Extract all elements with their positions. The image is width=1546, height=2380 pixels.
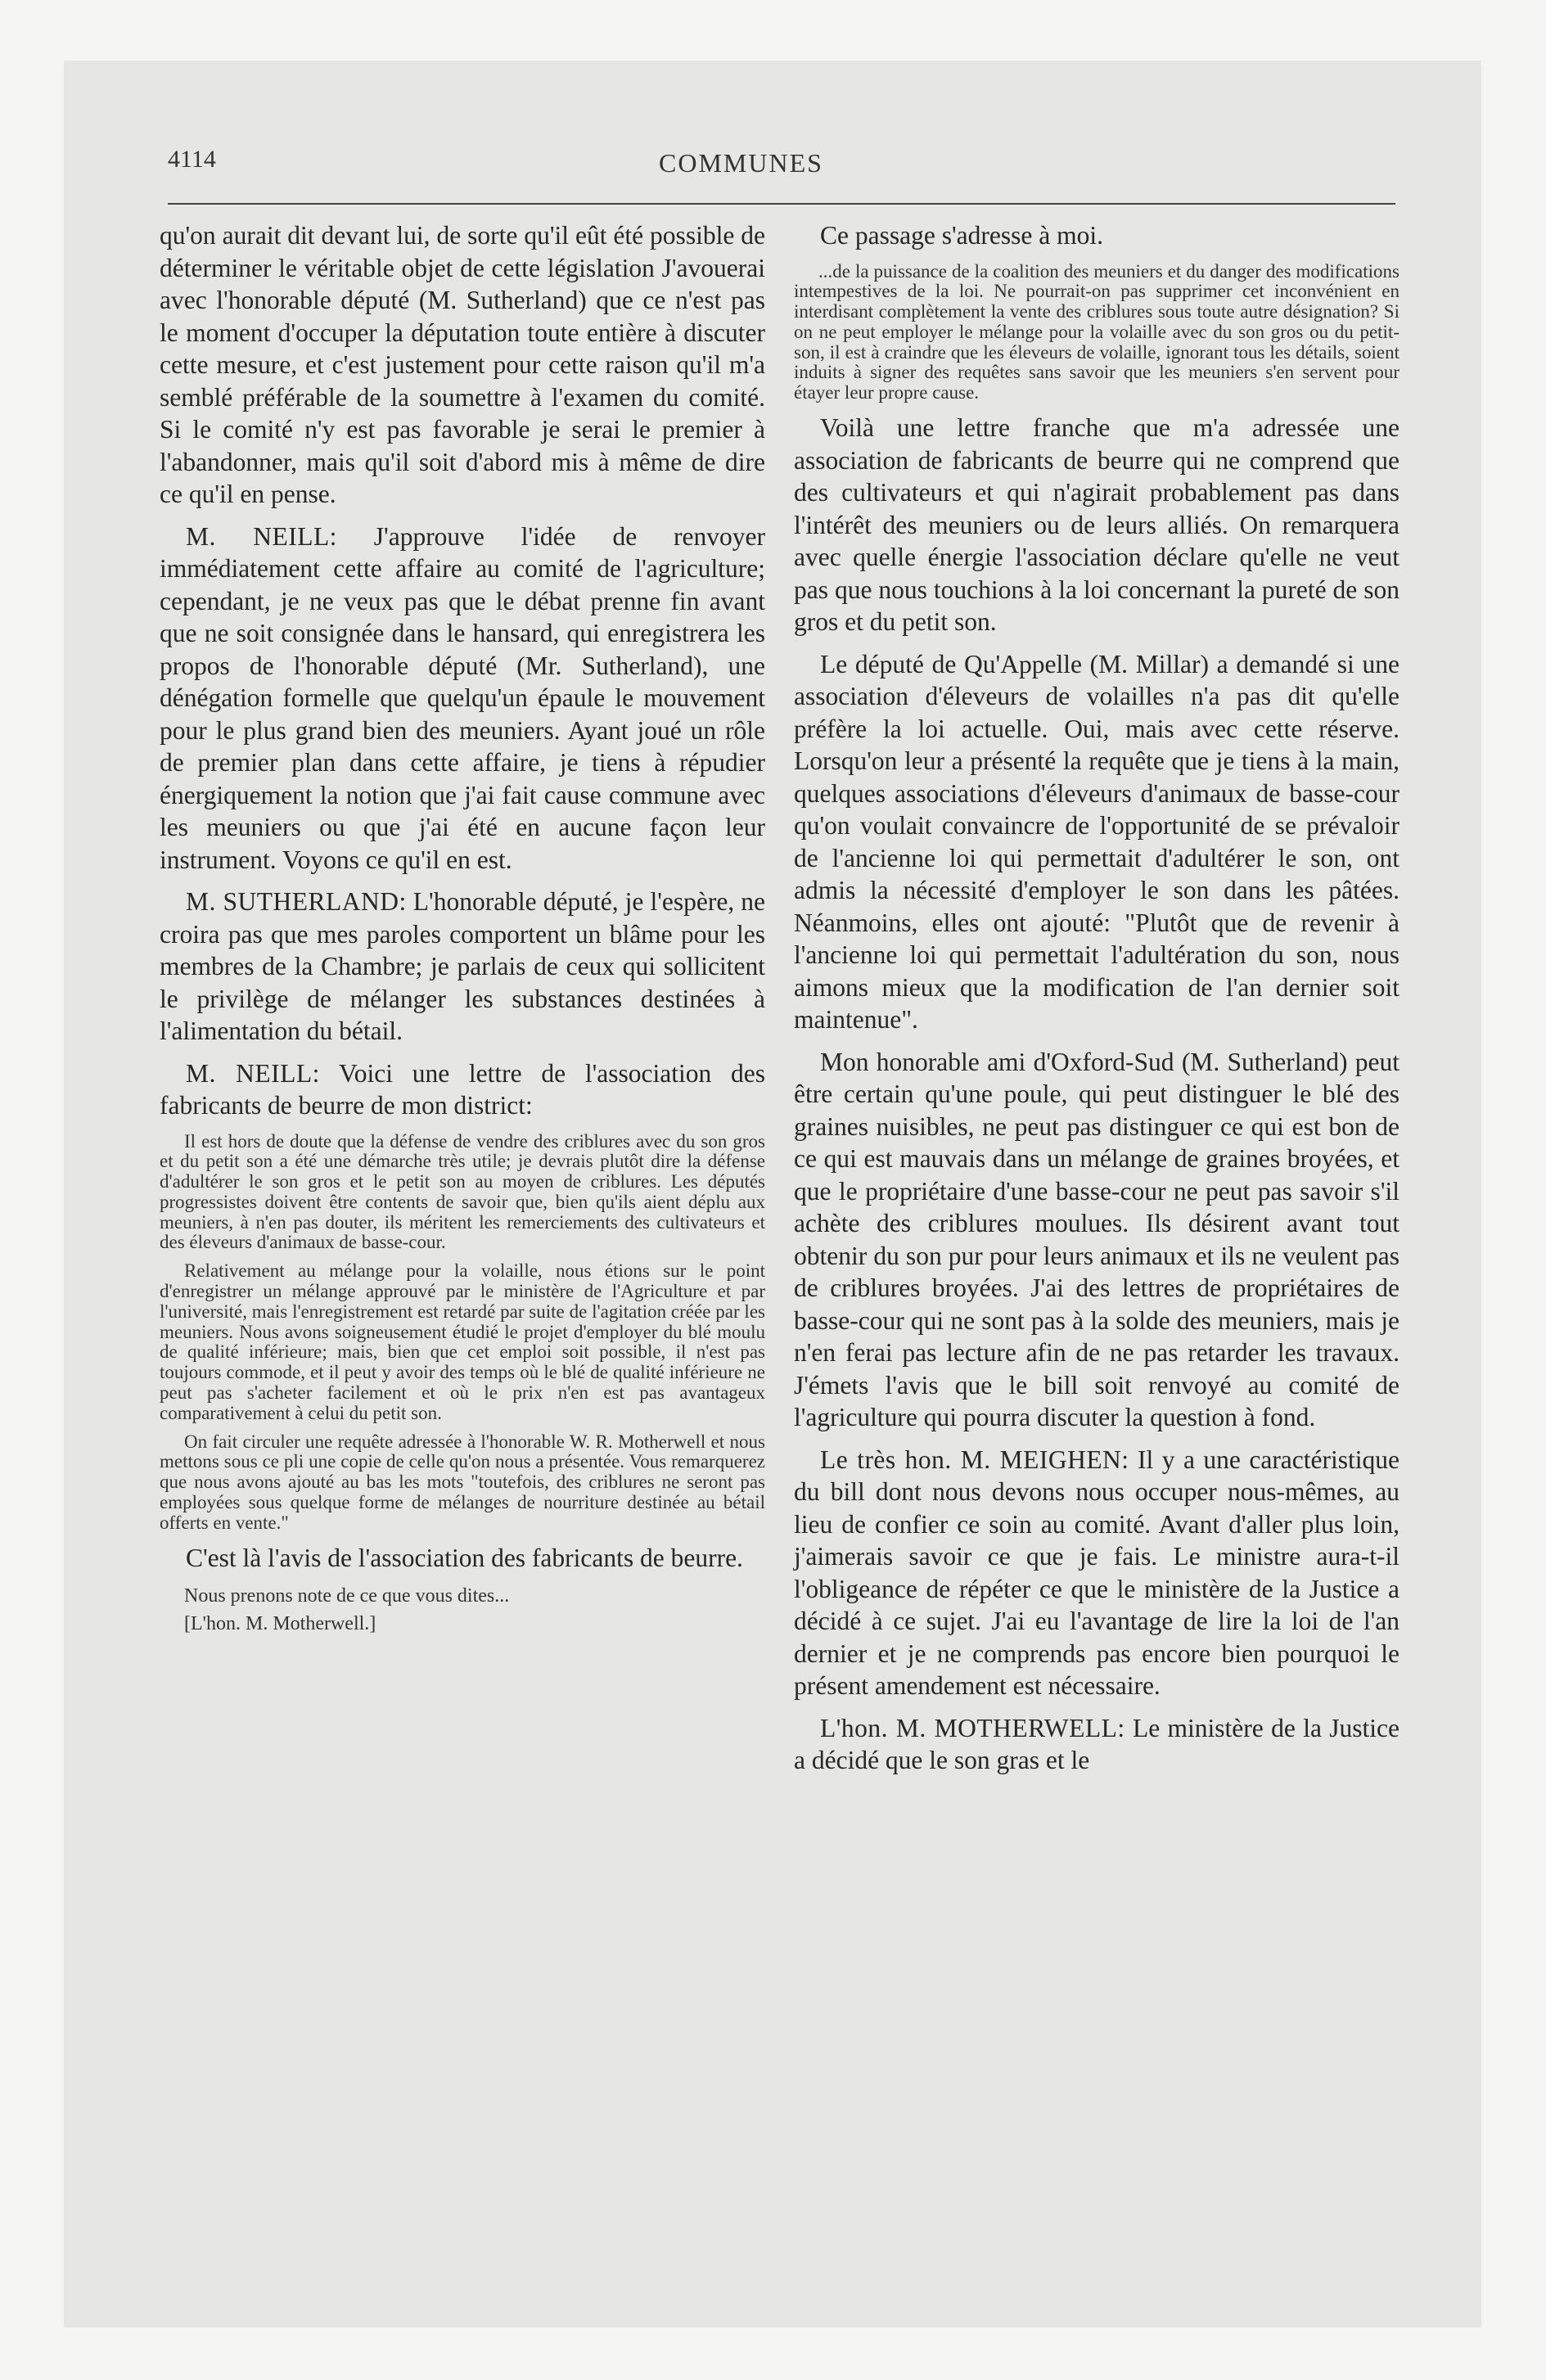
speech-text: J'approuve l'idée de renvoyer immédiatement cette affaire au comité de l'agriculture; cependant, je ne veux pas que le débat prenne fin avant que ne soit consignée dans le hansard, qui enregistrera les propos de l'honorable député (Mr. Sutherland), une dénégation formelle que quelqu'un épaule le mouvement pour le plus grand bien des meuniers. Ayant joué un rôle de premier plan dans cette affaire, je tiens à répudier énergiquement la notion que j'ai fait cause commune avec les meuniers ou que j'ai été en aucune façon leur instrument. Voyons ce qu'il en est. xyxy=(160,521,765,874)
paragraph: Ce passage s'adresse à moi. xyxy=(820,221,1103,250)
paragraph: C'est là l'avis de l'association des fabricants de beurre. xyxy=(186,1543,743,1572)
header-rule xyxy=(168,203,1395,205)
speaker-name: M. NEILL: xyxy=(186,1058,320,1088)
speech-text: L'honorable député, je l'espère, ne croira pas que mes paroles comportent un blâme pour les membres de la Chambre; je parlais de ceux qui sollicitent le privilège de mélanger les substances destinées à l'alimentation du bétail. xyxy=(160,887,765,1045)
quoted-letter: On fait circuler une requête adressée à l'honorable W. R. Motherwell et nous mettons sous ce pli une copie de celle qu'on nous a présentée. Vous remarquerez que nous avons ajouté au bas les mots "toutefois, des criblures ne seront pas employées sous quelque forme de mélanges de nourriture destinée au bétail offerts en vente." xyxy=(160,1431,765,1533)
paragraph xyxy=(160,886,765,1048)
paragraph xyxy=(160,521,765,877)
paragraph xyxy=(160,1057,765,1122)
paragraph xyxy=(794,1712,1400,1777)
paragraph: Le député de Qu'Appelle (M. Millar) a demandé si une association d'éleveurs de volailles n'a pas dit qu'elle préfère la loi actuelle. Oui, mais avec cette réserve. Lorsqu'on leur a présenté la requête que je tiens à la main, quelques associations d'éleveurs d'animaux de basse-cour qu'on voulait convaincre de l'opportunité de se prévaloir de l'ancienne loi qui permettait d'adultérer le son, ont admis la nécessité d'employer le son dans les pâtées. Néanmoins, elles ont ajouté: "Plutôt que de revenir à l'ancienne loi qui permettait l'adultération du son, nous aimons mieux que la modification de l'an dernier soit maintenue". xyxy=(794,649,1400,1034)
running-title: COMMUNES xyxy=(659,148,823,178)
speech-text: Il y a une caractéristique du bill dont nous devons nous occuper nous-mêmes, au lieu de confier ce soin au comité. Avant d'aller plus loin, j'aimerais savoir ce que je fais. Le ministre aura-t-il l'obligeance de répéter ce que le ministère de la Justice a décidé à ce sujet. J'ai eu l'avantage de lire la loi de l'an dernier et je ne comprends pas encore bien pourquoi le présent amendement est nécessaire. xyxy=(794,1445,1400,1701)
paragraph: Voilà une lettre franche que m'a adressée une association de fabricants de beurre qui ne comprend que des cultivateurs et qui n'agirait probablement pas dans l'intérêt des meuniers ou de leurs alliés. On remarquera avec quelle énergie l'association déclare qu'elle ne veut pas que nous touchions à la loi concernant la pureté de son gros et du petit son. xyxy=(794,413,1400,637)
paragraph: qu'on aurait dit devant lui, de sorte qu'il eût été possible de déterminer le véritable objet de cette législation J'avouerai avec l'honorable député (M. Sutherland) que ce n'est pas le moment d'occuper la députation toute entière à discuter cette mesure, et c'est justement pour cette raison qu'il m'a semblé préférable de la soumettre à l'examen du comité. Si le comité n'y est pas favorable je serai le premier à l'abandonner, mais qu'il soit d'abord mis à même de dire ce qu'il en pense. xyxy=(160,221,765,508)
quoted-letter: Relativement au mélange pour la volaille, nous étions sur le point d'enregistrer un mélange approuvé par le ministère de l'Agriculture et par l'université, mais l'enregistrement est retardé par suite de l'agitation créée par les meuniers. Nous avons soigneusement étudié le projet d'employer du blé moulu de qualité inférieure; mais, bien que cet emploi soit possible, il n'est pas toujours commode, et il peut y avoir des temps où le blé de qualité inférieure ne peut pas s'acheter facilement et où le prix n'en est pas avantageux comparativement à celui du petit son. xyxy=(160,1260,765,1423)
quoted-note: Nous prenons note de ce que vous dites... xyxy=(184,1585,510,1607)
speech-text: Voici une lettre de l'association des fabricants de beurre de mon district: xyxy=(160,1058,765,1120)
speech-text: Le ministère de la Justice a décidé que le son gras et le xyxy=(794,1713,1400,1775)
paragraph xyxy=(794,1444,1400,1702)
quoted-letter: ...de la puissance de la coalition des meuniers et du danger des modifications intempestives de la loi. Ne pourrait-on pas supprimer cet inconvénient en interdisant complètement la vente des criblures sous toute autre désignation? Si on ne peut employer le mélange pour la volaille avec du son gros ou du petit-son, il est à craindre que les éleveurs de volaille, ignorant tous les détails, soient induits à signer des requêtes sans savoir que les meuniers s'en servent pour étayer leur propre cause. xyxy=(794,260,1400,403)
page-number: 4114 xyxy=(168,146,216,173)
speaker-name: M. NEILL: xyxy=(186,521,337,551)
paragraph: Mon honorable ami d'Oxford-Sud (M. Sutherland) peut être certain qu'une poule, qui peut distinguer le blé des graines nuisibles, ne peut pas distinguer ce qui est bon de ce qui est mauvais dans un mélange de graines broyées, et que le propriétaire d'une basse-cour ne peut pas savoir s'il achète des criblures moulues. Ils désirent avant tout obtenir du son pur pour leurs animaux et ils ne veulent pas de criblures broyées. J'ai des lettres de propriétaires de basse-cour qui ne sont pas à la solde des meuniers, mais je n'en ferai pas lecture afin de ne pas retarder les travaux. J'émets l'avis que le bill soit renvoyé au comité de l'agriculture qui pourra discuter la question à fond. xyxy=(794,1047,1400,1432)
speaker-name: L'hon. M. MOTHERWELL: xyxy=(820,1713,1125,1742)
page-header xyxy=(168,146,1395,195)
left-column xyxy=(160,219,765,1639)
quoted-letter: Il est hors de doute que la défense de vendre des criblures avec du son gros et du petit son a été une démarche très utile; je devrais plutôt dire la défense d'adultérer le son gros et le petit son au moyen de criblures. Les députés progressistes doivent être contents de savoir que, bien qu'ils aient déplu aux meuniers, à n'en pas douter, ils méritent les remerciements des cultivateurs et des éleveurs d'animaux de basse-cour. xyxy=(160,1130,765,1253)
speaker-name: M. SUTHERLAND: xyxy=(186,887,407,916)
attribution: [L'hon. M. Motherwell.] xyxy=(184,1613,376,1635)
speaker-name: Le très hon. M. MEIGHEN: xyxy=(820,1445,1129,1474)
right-column xyxy=(794,219,1400,1787)
